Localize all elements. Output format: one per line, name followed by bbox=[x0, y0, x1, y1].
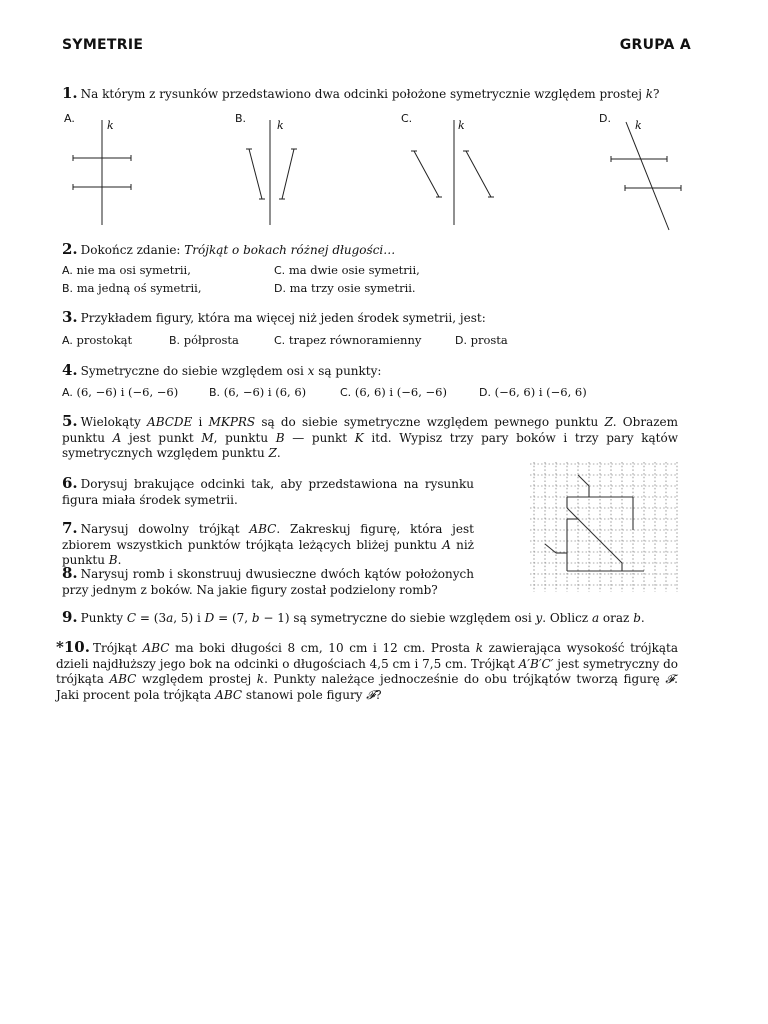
question-text: Symetryczne do siebie względem osi bbox=[80, 364, 308, 378]
answer-option-a[interactable] bbox=[62, 263, 191, 277]
option-letter: A. bbox=[62, 386, 73, 399]
figure-d bbox=[611, 122, 681, 230]
question-text: . Jaki procent pola trójkąta bbox=[56, 672, 678, 702]
axis-label-k: k bbox=[458, 119, 465, 132]
question-number: 6. bbox=[62, 474, 78, 492]
math-var: D bbox=[204, 611, 215, 625]
math-var: MKPRS bbox=[208, 415, 256, 429]
question-text: stanowi pole figury bbox=[242, 687, 367, 702]
answer-option-c[interactable] bbox=[274, 263, 420, 277]
figure-b bbox=[246, 120, 297, 225]
question-text: itd. Wypisz trzy pary boków i trzy pary kątów symetrycznych względem punktu bbox=[62, 430, 678, 460]
axis-label-k: k bbox=[277, 119, 284, 132]
answer-option-b[interactable] bbox=[62, 281, 202, 295]
option-text: ma dwie osie symetrii, bbox=[288, 263, 420, 277]
option-text: nie ma osi symetrii, bbox=[76, 263, 191, 277]
question-text: są do siebie symetryczne względem pewnego punktu bbox=[255, 415, 605, 429]
question-number: 3. bbox=[62, 308, 78, 326]
question-text: Narysuj romb i skonstruuj dwusieczne dwóch kątów położonych przy jednym z boków. Na jakie figury został podzielony romb? bbox=[62, 567, 474, 597]
group-label: GRUPA A bbox=[619, 37, 691, 53]
question-text: Na którym z rysunków przedstawiono dwa odcinki położone symetrycznie względem prostej bbox=[80, 87, 646, 101]
question-text: ma boki długości 8 cm, 10 cm i 12 cm. Prosta bbox=[169, 641, 476, 655]
question-6 bbox=[62, 476, 474, 508]
question-text: Punkty bbox=[80, 611, 127, 625]
math-var: A bbox=[442, 537, 451, 552]
figure-label-d: D. bbox=[599, 112, 611, 125]
option-letter: D. bbox=[479, 386, 491, 399]
question-text: , punktu bbox=[213, 430, 276, 445]
question-text: ? bbox=[653, 87, 660, 101]
question-text: Trójkąt bbox=[92, 641, 143, 655]
option-text: prosta bbox=[470, 333, 508, 347]
answer-option-c[interactable] bbox=[274, 333, 421, 347]
math-var: b bbox=[251, 611, 260, 625]
option-letter: B. bbox=[62, 282, 74, 295]
question-number: 5. bbox=[62, 412, 78, 430]
math-var: B bbox=[108, 553, 118, 567]
question-text: − 1) są symetryczne do siebie względem osi bbox=[259, 611, 536, 625]
question-text: Dokończ zdanie: bbox=[80, 243, 185, 257]
math-var: b bbox=[633, 611, 641, 625]
question-text: . Punkty należące jednocześnie do obu trójkątów tworzą figurę bbox=[264, 672, 666, 686]
question-text: Wielokąty bbox=[80, 415, 148, 429]
question-number: 2. bbox=[62, 240, 78, 258]
question-text: . Zakreskuj figurę, która jest zbiorem wszystkich punktów trójkąta leżących bliżej punktu bbox=[62, 522, 474, 552]
math-var: 𝓕 bbox=[366, 687, 376, 702]
figure-c bbox=[411, 120, 494, 225]
axis-label-k: k bbox=[635, 119, 642, 132]
question-text: zawierająca wysokość trójkąta dzieli najdłuższy jego bok na odcinki o długościach 4,5 cm i 7,5 cm. Trójkąt bbox=[56, 641, 678, 671]
question-text: ? bbox=[375, 687, 382, 702]
question-text: — punkt bbox=[284, 430, 355, 445]
question-number: 9. bbox=[62, 608, 78, 626]
question-7 bbox=[62, 521, 474, 569]
figure-label-c: C. bbox=[401, 112, 413, 125]
question-text: względem prostej bbox=[136, 672, 257, 686]
question-text: . bbox=[276, 446, 281, 460]
question-10 bbox=[56, 640, 678, 703]
math-var: ABC bbox=[249, 522, 277, 536]
question-number: 7. bbox=[62, 519, 78, 537]
question-2 bbox=[62, 242, 678, 259]
option-letter: C. bbox=[274, 334, 286, 347]
math-var: k bbox=[645, 87, 654, 101]
answer-option-a[interactable] bbox=[62, 333, 132, 347]
question-number: 1. bbox=[62, 84, 78, 102]
math-var: B bbox=[275, 430, 285, 445]
option-text: ma trzy osie symetrii. bbox=[289, 281, 416, 295]
math-var: Z bbox=[268, 446, 277, 460]
option-letter: B. bbox=[209, 386, 221, 399]
figure-a bbox=[73, 120, 131, 225]
sentence-start: Trójkąt o bokach różnej długości… bbox=[184, 243, 396, 257]
math-var: C bbox=[126, 611, 137, 625]
question-text: jest symetryczny do trójkąta bbox=[56, 656, 678, 686]
question-text: niż punktu bbox=[62, 537, 474, 567]
question-5 bbox=[62, 414, 678, 462]
option-text: (6, 6) i (−6, −6) bbox=[354, 385, 447, 399]
option-text: trapez równoramienny bbox=[288, 333, 422, 347]
math-var: ABC bbox=[109, 672, 137, 686]
math-var: k bbox=[256, 672, 265, 686]
question-8 bbox=[62, 566, 474, 598]
option-letter: A. bbox=[62, 264, 73, 277]
question-text: oraz bbox=[599, 611, 634, 625]
figure-label-b: B. bbox=[235, 112, 247, 125]
question-text: . Obrazem punktu bbox=[62, 415, 679, 445]
worksheet-title: SYMETRIE bbox=[62, 37, 144, 53]
question-text: . Oblicz bbox=[542, 611, 592, 625]
question-9 bbox=[62, 610, 678, 627]
answer-option-d[interactable] bbox=[455, 333, 508, 347]
q1-figures bbox=[0, 0, 768, 240]
math-var: ABC bbox=[142, 641, 170, 655]
math-var: a bbox=[166, 611, 174, 625]
option-text: półprosta bbox=[183, 333, 239, 347]
question-4 bbox=[62, 363, 678, 380]
math-var: ABCDE bbox=[147, 415, 193, 429]
option-letter: C. bbox=[340, 386, 352, 399]
math-var: A′B′C′ bbox=[518, 656, 554, 671]
math-var: k bbox=[475, 641, 484, 655]
question-text: . bbox=[640, 611, 645, 625]
question-text: , 5) i bbox=[173, 611, 205, 625]
question-text: = (7, bbox=[214, 611, 252, 625]
question-text: są punkty: bbox=[314, 364, 382, 378]
question-text: Narysuj dowolny trójkąt bbox=[80, 522, 250, 536]
partial-figure bbox=[545, 475, 644, 571]
question-text: . bbox=[117, 553, 122, 567]
question-number: *10. bbox=[56, 638, 90, 656]
option-letter: B. bbox=[169, 334, 181, 347]
q6-grid-figure bbox=[530, 462, 680, 594]
option-text: prostokąt bbox=[76, 333, 133, 347]
option-text: (−6, 6) i (−6, 6) bbox=[494, 385, 587, 399]
option-letter: C. bbox=[274, 264, 286, 277]
answer-option-a[interactable] bbox=[62, 385, 178, 399]
question-text: Przykładem figury, która ma więcej niż jeden środek symetrii, jest: bbox=[80, 311, 486, 325]
axis-label-k: k bbox=[107, 119, 114, 132]
question-number: 8. bbox=[62, 564, 78, 582]
question-text: Dorysuj brakujące odcinki tak, aby przedstawiona na rysunku figura miała środek symetrii. bbox=[62, 477, 474, 507]
math-var: K bbox=[354, 430, 364, 445]
question-text: = (3 bbox=[136, 611, 167, 625]
math-var: y bbox=[535, 611, 543, 625]
option-letter: D. bbox=[455, 334, 467, 347]
answer-option-d[interactable] bbox=[479, 385, 587, 399]
question-text: i bbox=[192, 415, 209, 429]
math-var: x bbox=[307, 364, 315, 378]
math-var: M bbox=[201, 430, 214, 445]
figure-label-a: A. bbox=[64, 112, 75, 125]
answer-option-c[interactable] bbox=[340, 385, 447, 399]
option-text: (6, −6) i (−6, −6) bbox=[76, 385, 179, 399]
question-3 bbox=[62, 310, 678, 327]
answer-option-b[interactable] bbox=[209, 385, 306, 399]
math-var: ABC bbox=[215, 687, 243, 702]
question-text: jest punkt bbox=[121, 430, 202, 445]
grid bbox=[530, 462, 678, 592]
answer-option-d[interactable] bbox=[274, 281, 416, 295]
answer-option-b[interactable] bbox=[169, 333, 239, 347]
option-letter: A. bbox=[62, 334, 73, 347]
math-var: Z bbox=[604, 415, 613, 429]
math-var: A bbox=[112, 430, 122, 445]
math-var: 𝓕 bbox=[665, 672, 675, 686]
math-var: a bbox=[591, 611, 600, 625]
option-text: ma jedną oś symetrii, bbox=[76, 281, 202, 295]
option-text: (6, −6) i (6, 6) bbox=[223, 385, 307, 399]
question-number: 4. bbox=[62, 361, 78, 379]
option-letter: D. bbox=[274, 282, 286, 295]
